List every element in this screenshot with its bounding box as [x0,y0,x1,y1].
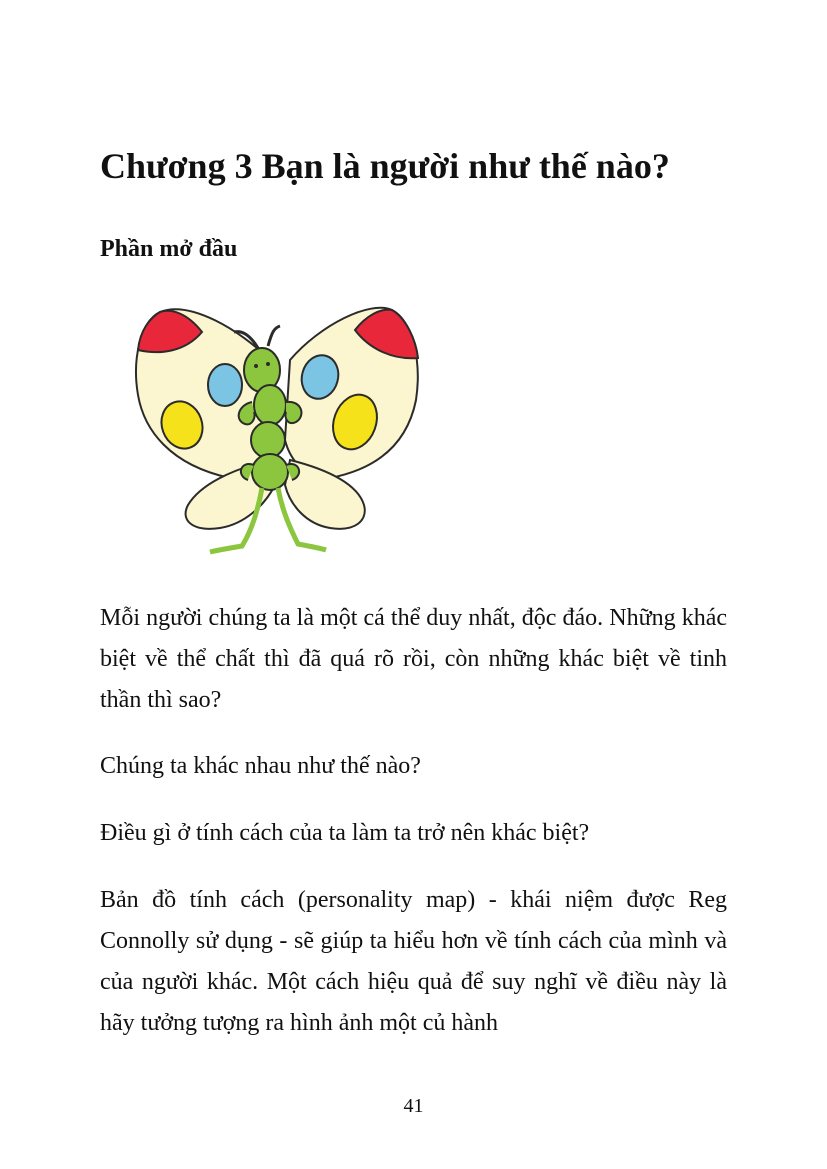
paragraph-personality-map: Bản đồ tính cách (personality map) - khái niệm được Reg Connolly sử dụng - sẽ giúp ta hiểu hơn về tính cách của mình và của người khác. Một cách hiệu quả để suy nghĩ về điều này là hãy tưởng tượng ra hình ảnh một củ hành [100,887,727,1036]
chapter-title: Chương 3 Bạn là người như thế nào? [100,146,670,186]
butterfly-illustration [130,300,430,560]
paragraph-what-makes-different: Điều gì ở tính cách của ta làm ta trở nên khác biệt? [100,820,590,846]
page-number: 41 [403,1095,424,1117]
paragraph-uniqueness: Mỗi người chúng ta là một cá thể duy nhất, độc đáo. Những khác biệt về thể chất thì đã quá rõ rồi, còn những khác biệt về tinh thần thì sao? [100,605,727,713]
butterfly-icon [130,300,430,560]
paragraph-how-different: Chúng ta khác nhau như thế nào? [100,753,421,779]
section-heading: Phần mở đầu [100,236,238,262]
